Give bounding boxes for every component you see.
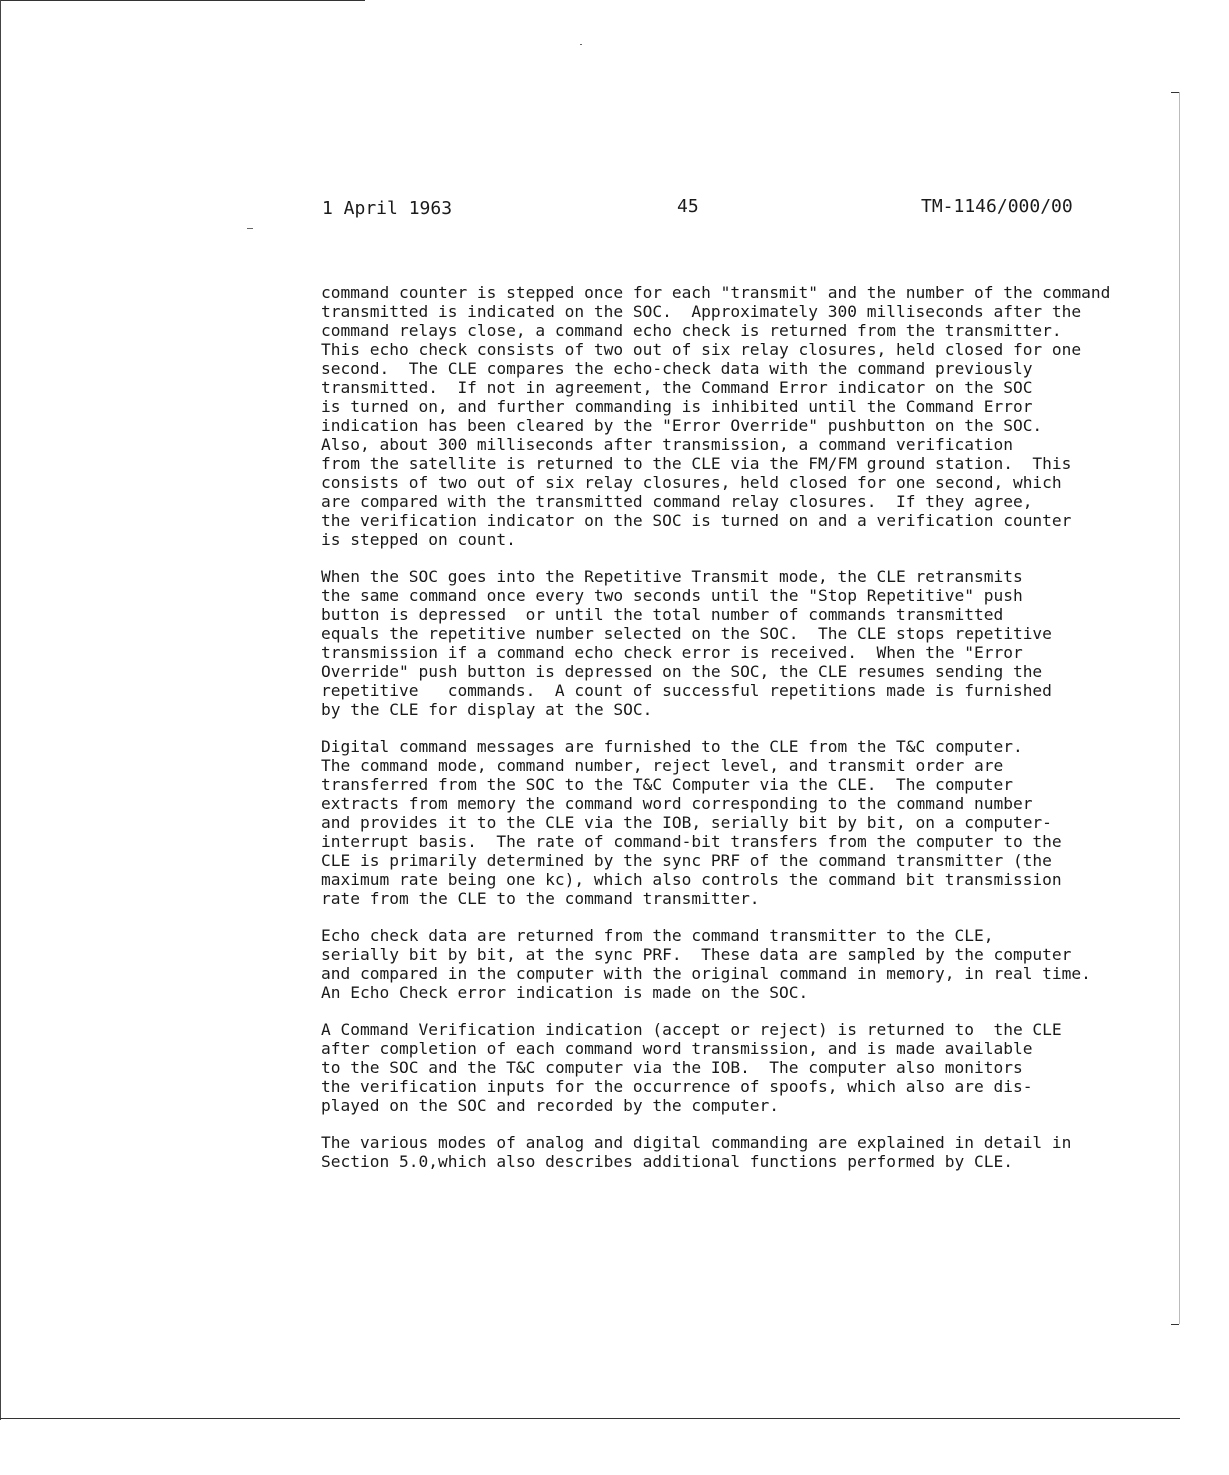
header-date: 1 April 1963	[322, 198, 453, 219]
text-line: the same command once every two seconds until the "Stop Repetitive" push	[321, 586, 1023, 605]
text-line: is turned on, and further commanding is inhibited until the Command Error	[321, 397, 1033, 416]
text-line: The various modes of analog and digital commanding are explained in detail in	[321, 1133, 1072, 1152]
text-line: serially bit by bit, at the sync PRF. These data are sampled by the computer	[321, 945, 1072, 964]
text-line: transmitted is indicated on the SOC. Approximately 300 milliseconds after the	[321, 302, 1082, 321]
text-line: transferred from the SOC to the T&C Computer via the CLE. The computer	[321, 775, 1013, 794]
scan-edge-bottom	[0, 1418, 1180, 1419]
text-line: the verification indicator on the SOC is turned on and a verification counter	[321, 511, 1072, 530]
text-line: transmitted. If not in agreement, the Command Error indicator on the SOC	[321, 378, 1033, 397]
text-line: and provides it to the CLE via the IOB, serially bit by bit, on a computer-	[321, 813, 1052, 832]
scan-edge-right	[1179, 92, 1180, 1324]
text-line: the verification inputs for the occurrence of spoofs, which also are dis-	[321, 1077, 1033, 1096]
text-line: indication has been cleared by the "Error Override" pushbutton on the SOC.	[321, 416, 1043, 435]
paragraph	[321, 737, 1101, 908]
text-line: Digital command messages are furnished to the CLE from the T&C computer.	[321, 737, 1023, 756]
text-line: The command mode, command number, reject level, and transmit order are	[321, 756, 1004, 775]
text-line: An Echo Check error indication is made on the SOC.	[321, 983, 809, 1002]
text-line: after completion of each command word transmission, and is made available	[321, 1039, 1033, 1058]
text-line: equals the repetitive number selected on the SOC. The CLE stops repetitive	[321, 624, 1052, 643]
text-line: CLE is primarily determined by the sync PRF of the command transmitter (the	[321, 851, 1052, 870]
text-line: second. The CLE compares the echo-check data with the command previously	[321, 359, 1033, 378]
scan-tick-bottom	[1171, 1324, 1179, 1325]
text-line: Also, about 300 milliseconds after transmission, a command verification	[321, 435, 1013, 454]
paragraph	[321, 1133, 1101, 1171]
text-line: button is depressed or until the total number of commands transmitted	[321, 605, 1004, 624]
text-line: are compared with the transmitted command relay closures. If they agree,	[321, 492, 1033, 511]
text-line: Override" push button is depressed on the SOC, the CLE resumes sending the	[321, 662, 1043, 681]
text-line: and compared in the computer with the original command in memory, in real time.	[321, 964, 1091, 983]
text-line: by the CLE for display at the SOC.	[321, 700, 653, 719]
paragraph	[321, 1020, 1101, 1115]
paragraph	[321, 926, 1101, 1002]
text-line: command counter is stepped once for each "transmit" and the number of the command	[321, 283, 1111, 302]
text-line: Section 5.0,which also describes additional functions performed by CLE.	[321, 1152, 1013, 1171]
scan-edge-top	[0, 0, 365, 1]
text-line: transmission if a command echo check error is received. When the "Error	[321, 643, 1023, 662]
paragraph	[321, 283, 1111, 549]
text-line: repetitive commands. A count of successful repetitions made is furnished	[321, 681, 1052, 700]
text-line: When the SOC goes into the Repetitive Transmit mode, the CLE retransmits	[321, 567, 1023, 586]
text-line: consists of two out of six relay closures, held closed for one second, which	[321, 473, 1062, 492]
body-text	[321, 283, 1111, 1189]
text-line: extracts from memory the command word corresponding to the command number	[321, 794, 1033, 813]
text-line: from the satellite is returned to the CLE via the FM/FM ground station. This	[321, 454, 1072, 473]
text-line: maximum rate being one kc), which also controls the command bit transmission	[321, 870, 1062, 889]
scan-speck	[247, 228, 253, 229]
text-line: interrupt basis. The rate of command-bit transfers from the computer to the	[321, 832, 1062, 851]
text-line: A Command Verification indication (accept or reject) is returned to the CLE	[321, 1020, 1062, 1039]
paragraph	[321, 567, 1101, 719]
text-line: to the SOC and the T&C computer via the IOB. The computer also monitors	[321, 1058, 1023, 1077]
text-line: Echo check data are returned from the command transmitter to the CLE,	[321, 926, 994, 945]
text-line: played on the SOC and recorded by the computer.	[321, 1096, 780, 1115]
text-line: This echo check consists of two out of six relay closures, held closed for one	[321, 340, 1082, 359]
text-line: command relays close, a command echo check is returned from the transmitter.	[321, 321, 1062, 340]
scan-tick-top	[1171, 92, 1179, 93]
header-document-id: TM-1146/000/00	[921, 196, 1073, 217]
page-header	[0, 198, 1229, 222]
header-page-number: 45	[677, 196, 699, 217]
scan-speck	[580, 44, 582, 45]
text-line: rate from the CLE to the command transmitter.	[321, 889, 760, 908]
text-line: is stepped on count.	[321, 530, 516, 549]
